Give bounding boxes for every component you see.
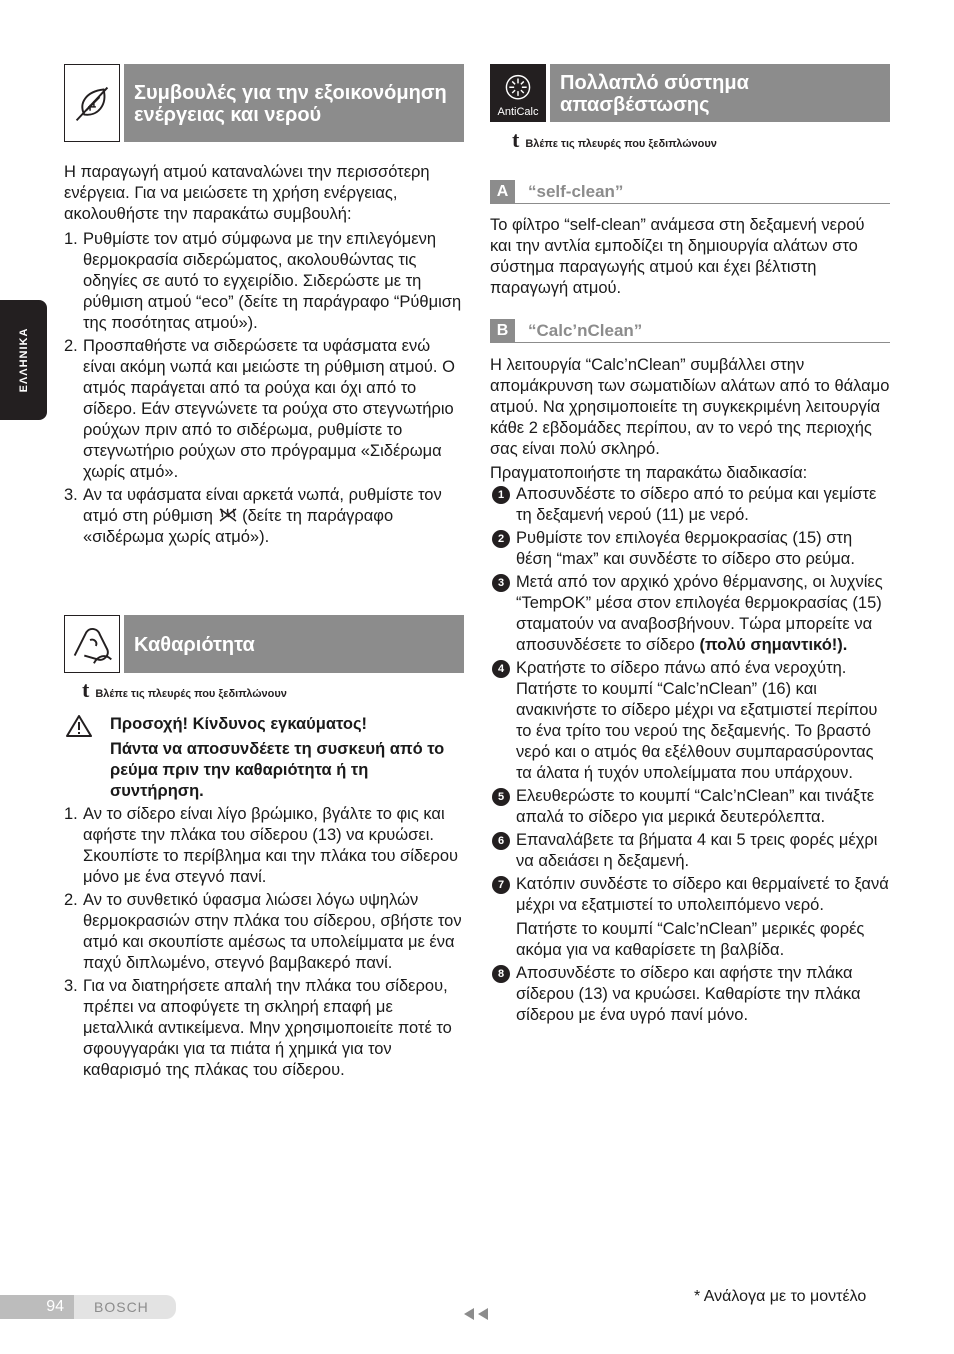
self-clean-body: Το φίλτρο “self-clean” ανάμεσα στη δεξαμενή νερού και την αντλία εμποδίζει τη δημιουργία αλάτων στο σύστημα παραγωγής ατμού και έχει βέλτιστη παραγωγή ατμού.: [490, 216, 865, 297]
no-steam-icon: [218, 507, 238, 523]
subsection-letter-a: A: [490, 180, 515, 204]
energy-section-header: [64, 64, 464, 142]
calcnclean-title: “Calc’nClean”: [528, 320, 643, 340]
cleaning-section-body: [64, 804, 464, 1081]
step-item: 6 Επαναλάβετε τα βήματα 4 και 5 τρεις φορές μέχρι να αδειάσει η δεξαμενή.: [490, 830, 890, 872]
anticalc-section-title: Πολλαπλό σύστημα απασβέστωσης: [550, 64, 890, 122]
step-item: 4 Κρατήστε το σίδερο πάνω από ένα νεροχύτη. Πατήστε το κουμπί “Calc’nClean” (16) και ανακινήστε το σίδερο μέχρι να εξατμιστεί περίπου το ένα τρίτο του νερού της δεξαμενής. Το βραστό νερό και ο ατμός θα εξέλθουν συμπαρασύροντας τα άλατα ή τυχόν υπολείμματα που υπάρχουν.: [490, 658, 890, 784]
list-item: 2. Αν το συνθετικό ύφασμα λιώσει λόγω υψηλών θερμοκρασιών στην πλάκα του σίδερου, σβήστε τον ατμό και σκουπίστε αμέσως τα υπολείμματα με ένα παχύ διπλωμένο, στεγνό βαμβακερό πανί.: [64, 891, 462, 972]
language-tab: [0, 300, 47, 420]
cleaning-list: [64, 804, 464, 1081]
anticalc-icon: [490, 64, 546, 122]
calcnclean-subheader: [490, 319, 890, 343]
fold-out-icon: t: [512, 127, 520, 152]
cleaning-section-header: [64, 615, 464, 673]
warning-title: Προσοχή! Κίνδυνος εγκαύματος!: [110, 715, 368, 733]
step-item: 7 Κατόπιν συνδέστε το σίδερο και θερμαίνετέ το ξανά μέχρι να εξατμιστεί το υπολειπόμενο νερό. Πατήστε το κουμπί “Calc’nClean” μερικές φορές ακόμα για να καθαρίσετε τη βαλβίδα.: [490, 874, 890, 961]
fold-out-note: t Βλέπε τις πλευρές που ξεδιπλώνουν: [512, 127, 717, 152]
cleaning-hand-icon: [64, 615, 120, 673]
warning-text: Πάντα να αποσυνδέετε τη συσκευή από το ρεύμα πριν την καθαριότητα ή τη συντήρηση.: [110, 740, 445, 800]
burn-warning: [64, 714, 464, 802]
self-clean-title: “self-clean”: [528, 181, 624, 201]
energy-list: [64, 229, 464, 548]
page-number: 94: [0, 1295, 74, 1319]
list-item: 3. Για να διατηρήσετε απαλή την πλάκα του σίδερου, πρέπει να αποφύγετε τη σκληρή επαφή με μεταλλικά αντικείμενα. Μην χρησιμοποιείτε ποτέ το σφουγγαράκι για τα πιάτα ή χημικά για τον καθαρισμό της πλάκας του σίδερου.: [64, 977, 452, 1079]
calcnclean-intro: Η λειτουργία “Calc’nClean” συμβάλλει στην απομάκρυνση των σωματιδίων αλάτων από το θάλαμο ατμού. Να χρησιμοποιείτε τη συγκεκριμένη λειτουργία κάθε 2 εβδομάδες περίπου, αν το νερό της περιοχής σας είναι πολύ σκληρό.: [490, 356, 890, 458]
fold-out-icon: t: [82, 677, 90, 702]
warning-triangle-icon: [66, 714, 92, 738]
list-item: 2. Προσπαθήστε να σιδερώσετε τα υφάσματα ενώ είναι ακόμη νωπά και μειώστε τη ρύθμιση ατμού. Ο ατμός παράγεται από τα ρούχα και όχι από το σίδερο. Εάν στεγνώνετε τα ρούχα στο στεγνωτήριο ρούχων πριν από το σιδέρωμα, ρυθμίστε το στεγνωτήριο ρούχων στο πρόγραμμα «Σιδέρωμα χωρίς ατμό».: [64, 337, 455, 481]
step-item: 3 Μετά από τον αρχικό χρόνο θέρμανσης, οι λυχνίες “TempOK” μέσα στον επιλογέα θερμοκρασίας (15) σταματούν να αναβοσβήνουν. Τώρα μπορείτε να αποσυνδέσετε το σίδερο (πολύ σημαντικό!).: [490, 572, 890, 656]
step-item: 1 Αποσυνδέστε το σίδερο από το ρεύμα και γεμίστε τη δεξαμενή νερού (11) με νερό.: [490, 484, 890, 526]
list-item: 1. Ρυθμίστε τον ατμό σύμφωνα με την επιλεγόμενη θερμοκρασία σιδερώματος, ακολουθώντας τις οδηγίες σε αυτό το εγχειρίδιο. Σιδερώστε με τη ρύθμιση ατμού “eco” (δείτε τη παράγραφο “Ρύθμιση της ποσότητας ατμού»).: [64, 230, 462, 332]
energy-intro: Η παραγωγή ατμού καταναλώνει την περισσότερη ενέργεια. Για να μειώσετε τη χρήση ενέργειας, ακολουθήστε την παρακάτω συμβουλή:: [64, 163, 430, 223]
cleaning-section-title: Καθαριότητα: [124, 615, 464, 673]
subsection-letter-b: B: [490, 319, 515, 343]
energy-section-title: Συμβουλές για την εξοικονόμηση ενέργειας και νερού: [124, 64, 464, 142]
self-clean-subheader: [490, 180, 890, 204]
list-item: 1. Αν το σίδερο είναι λίγο βρώμικο, βγάλτε το φις και αφήστε την πλάκα του σίδερου (13) να κρυώσει. Σκουπίστε το περίβλημα και την πλάκα του σίδερου μόνο με ένα στεγνό πανί.: [64, 805, 459, 886]
previous-page-arrows-icon: [462, 1306, 492, 1322]
step-item: 5 Ελευθερώστε το κουμπί “Calc’nClean” και τινάξτε απαλά το σίδερο για μερικά δευτερόλεπτα.: [490, 786, 890, 828]
calcnclean-body: [490, 355, 890, 1026]
energy-section-body: [64, 162, 464, 548]
anticalc-icon-label: AntiCalc: [497, 106, 539, 118]
anticalc-section-header: [490, 64, 890, 122]
brand-name: BOSCH: [94, 1299, 149, 1315]
language-tab-label: ΕΛΛΗΝΙΚΑ: [17, 327, 30, 393]
list-item: 3. Αν τα υφάσματα είναι αρκετά νωπά, ρυθμίστε τον ατμό στη ρύθμιση (δείτε τη παράγραφο «σιδέρωμα χωρίς ατμό»).: [64, 486, 442, 546]
leaf-icon: [64, 64, 120, 142]
step-item: 2 Ρυθμίστε τον επιλογέα θερμοκρασίας (15) στη θέση “max” και συνδέστε το σίδερο στο ρεύμα.: [490, 528, 890, 570]
footnote: * Ανάλογα με το μοντέλο: [694, 1288, 867, 1305]
calcnclean-procedure-label: Πραγματοποιήστε τη παρακάτω διαδικασία:: [490, 464, 808, 482]
step-item: 8 Αποσυνδέστε το σίδερο και αφήστε την πλάκα σίδερου (13) να κρυώσει. Καθαρίστε την πλάκα σίδερου με ένα υγρό πανί μόνο.: [490, 963, 890, 1026]
fold-out-note: t Βλέπε τις πλευρές που ξεδιπλώνουν: [82, 677, 287, 702]
